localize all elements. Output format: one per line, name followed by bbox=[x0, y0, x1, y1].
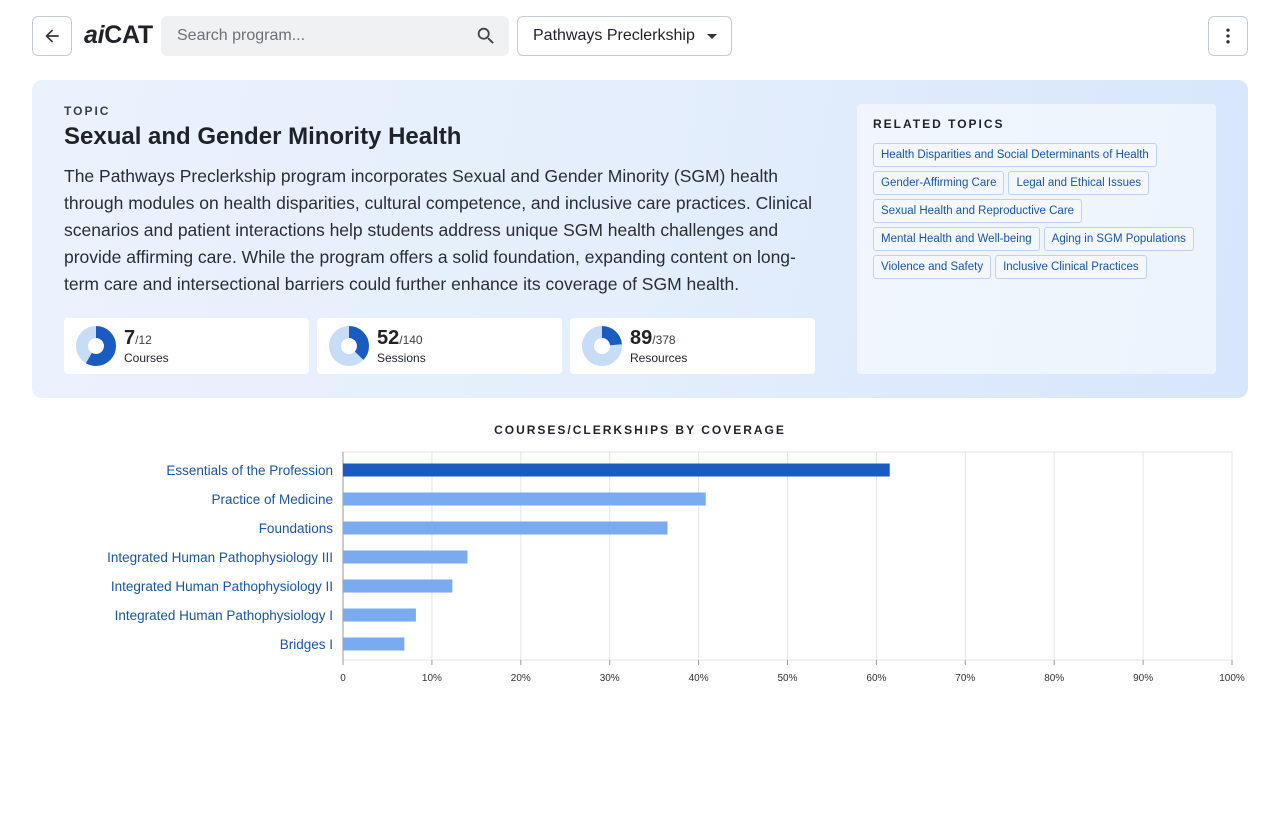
x-tick-label: 50% bbox=[777, 673, 798, 684]
back-button[interactable] bbox=[32, 16, 72, 56]
stat-courses bbox=[64, 318, 309, 374]
caret-down-icon bbox=[707, 34, 717, 39]
search-input[interactable] bbox=[161, 16, 461, 56]
x-tick-label: 10% bbox=[421, 673, 442, 684]
x-tick-label: 100% bbox=[1219, 673, 1245, 684]
related-topics-title: RELATED TOPICS bbox=[873, 117, 1005, 131]
donut-chart-icon bbox=[76, 326, 116, 366]
related-topic-chip[interactable]: Aging in SGM Populations bbox=[1044, 227, 1194, 251]
category-label[interactable]: Integrated Human Pathophysiology III bbox=[107, 550, 333, 565]
category-label[interactable]: Integrated Human Pathophysiology I bbox=[114, 608, 333, 623]
donut-chart-icon bbox=[582, 326, 622, 366]
stat-value: 7 bbox=[124, 327, 136, 349]
category-label[interactable]: Integrated Human Pathophysiology II bbox=[110, 579, 333, 594]
related-topic-chip[interactable]: Gender-Affirming Care bbox=[873, 171, 1004, 195]
stat-total: /378 bbox=[652, 333, 676, 347]
bar bbox=[343, 522, 667, 535]
bar bbox=[343, 551, 467, 564]
search-icon[interactable] bbox=[475, 25, 497, 47]
stat-label: Courses bbox=[124, 351, 169, 365]
topic-card bbox=[32, 80, 1248, 398]
search-box bbox=[161, 16, 509, 56]
category-label[interactable]: Practice of Medicine bbox=[211, 492, 333, 507]
stat-total: /140 bbox=[399, 333, 423, 347]
related-topic-chip[interactable]: Violence and Safety bbox=[873, 255, 991, 279]
x-tick-label: 20% bbox=[510, 673, 531, 684]
topic-description: The Pathways Preclerkship program incorporates Sexual and Gender Minority (SGM) health through modules on health disparities, cultural competence, and inclusive care practices. Clinical scenarios and patient interactions help students address unique SGM health challenges and provide affirming care. While the program offers a solid foundation, expanding content on long-term care and intersectional barriers could further enhance its coverage of SGM health. bbox=[64, 166, 813, 294]
x-tick-label: 80% bbox=[1044, 673, 1065, 684]
x-tick-label: 90% bbox=[1133, 673, 1154, 684]
category-label[interactable]: Bridges I bbox=[279, 637, 333, 652]
category-label[interactable]: Foundations bbox=[258, 521, 333, 536]
coverage-bar-chart bbox=[0, 440, 1280, 700]
app-logo: aiCAT bbox=[84, 21, 153, 49]
bar bbox=[343, 580, 452, 593]
x-tick-label: 40% bbox=[688, 673, 709, 684]
bar bbox=[343, 609, 416, 622]
x-tick-label: 30% bbox=[599, 673, 620, 684]
related-topic-chip[interactable]: Legal and Ethical Issues bbox=[1008, 171, 1149, 195]
more-vertical-icon bbox=[1218, 26, 1238, 46]
chart-title: COURSES/CLERKSHIPS BY COVERAGE bbox=[494, 423, 786, 437]
more-menu-button[interactable] bbox=[1208, 16, 1248, 56]
topic-kicker: TOPIC bbox=[64, 104, 111, 118]
stat-resources bbox=[570, 318, 815, 374]
coverage-stats bbox=[64, 318, 816, 374]
x-tick-label: 60% bbox=[866, 673, 887, 684]
program-select[interactable] bbox=[517, 16, 732, 56]
category-label[interactable]: Essentials of the Profession bbox=[166, 463, 333, 478]
related-topic-chip[interactable]: Mental Health and Well-being bbox=[873, 227, 1040, 251]
related-topic-chip[interactable]: Health Disparities and Social Determinants of Health bbox=[873, 143, 1157, 167]
bar bbox=[343, 638, 404, 651]
stat-label: Sessions bbox=[377, 351, 426, 365]
program-select-value: Pathways Preclerkship bbox=[533, 27, 695, 44]
topic-title: Sexual and Gender Minority Health bbox=[64, 123, 462, 150]
related-topic-chip[interactable]: Sexual Health and Reproductive Care bbox=[873, 199, 1082, 223]
donut-chart-icon bbox=[329, 326, 369, 366]
stat-label: Resources bbox=[630, 351, 688, 365]
related-topic-chip[interactable]: Inclusive Clinical Practices bbox=[995, 255, 1147, 279]
bar bbox=[343, 493, 706, 506]
related-topics-panel bbox=[857, 104, 1216, 374]
arrow-left-icon bbox=[42, 26, 62, 46]
stat-sessions bbox=[317, 318, 562, 374]
stat-total: /12 bbox=[135, 333, 152, 347]
x-tick-label: 70% bbox=[955, 673, 976, 684]
stat-value: 52 bbox=[377, 327, 400, 349]
x-tick-label: 0 bbox=[340, 673, 346, 684]
stat-value: 89 bbox=[630, 327, 653, 349]
top-bar bbox=[32, 16, 1248, 56]
related-topics-list bbox=[873, 143, 1203, 279]
bar bbox=[343, 464, 890, 477]
